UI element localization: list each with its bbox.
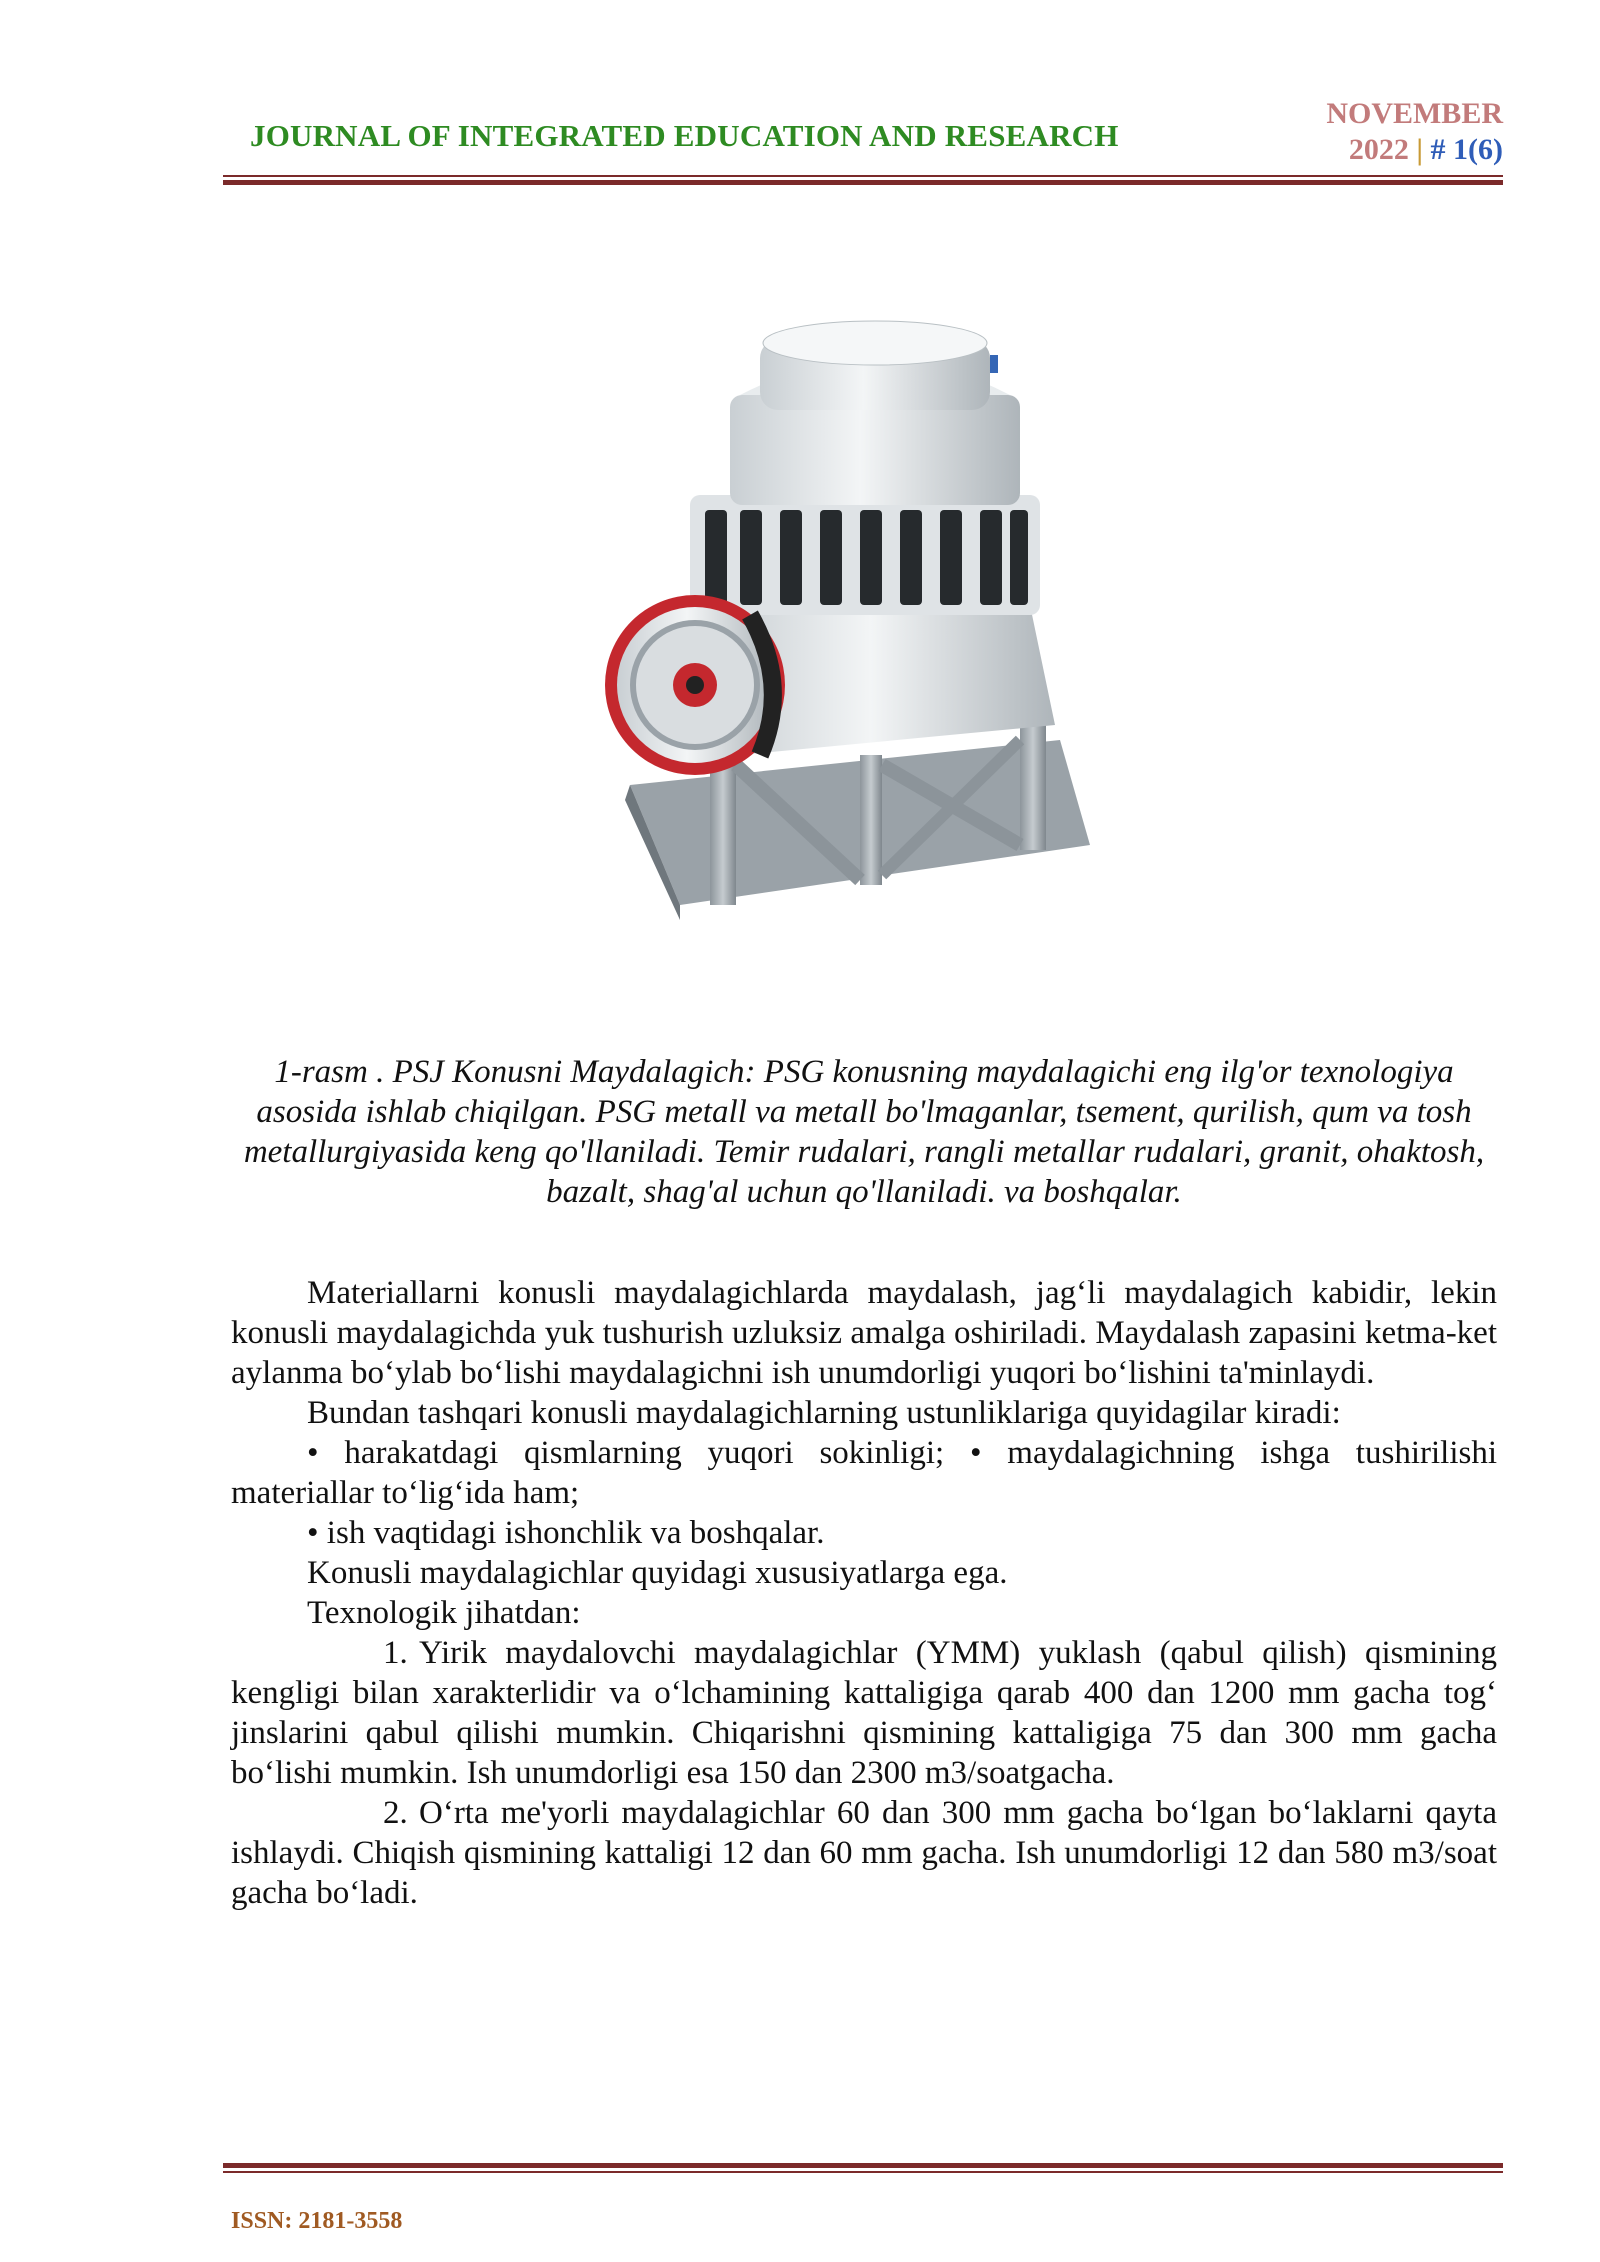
cone-crusher-figure (590, 285, 1120, 925)
journal-title: JOURNAL OF INTEGRATED EDUCATION AND RESEARCH (250, 118, 1119, 153)
issue-info (1326, 96, 1503, 168)
header-rule-thick (223, 180, 1503, 185)
issue-year: 2022 (1348, 133, 1409, 166)
list-item-number: 1. (383, 1635, 408, 1671)
paragraph: Bundan tashqari konusli maydalagichlarning ustunliklariga quyidagilar kiradi: (307, 1395, 1341, 1431)
list-item-text: O‘rta me'yorli maydalagichlar 60 dan 300 mm gacha bo‘lgan bo‘laklarni qayta ishlaydi. Chiqish qismining kattaligi 12 dan 60 mm gacha. Ish unumdorligi 12 dan 580 m3/soat gacha bo‘ladi. (231, 1795, 1497, 1911)
body-text (231, 1273, 1497, 1913)
paragraph: Texnologik jihatdan: (307, 1595, 581, 1631)
header-rule-thin (223, 175, 1503, 177)
issue-separator: | (1416, 133, 1424, 166)
paragraph: Materiallarni konusli maydalagichlarda maydalash, jag‘li maydalagich kabidir, lekin konusli maydalagichda yuk tushurish uzluksiz amalga oshiriladi. Maydalash zapasini ketma-ket aylanma bo‘ylab bo‘lishi maydalagichni ish unumdorligi yuqori bo‘lishini ta'minlaydi. (231, 1275, 1497, 1391)
list-item-text: Yirik maydalovchi maydalagichlar (YMM) yuklash (qabul qilish) qismining kengligi bilan xarakterlidir va o‘lchamining kattaligiga qarab 400 dan 1200 mm gacha tog‘ jinslarini qabul qilishi mumkin. Chiqarishni qismining kattaligiga 75 dan 300 mm gacha bo‘lishi mumkin. Ish unumdorligi esa 150 dan 2300 m3/soatgacha. (231, 1635, 1497, 1791)
paragraph: Konusli maydalagichlar quyidagi xususiyatlarga ega. (307, 1555, 1008, 1591)
list-item (231, 1793, 1497, 1913)
issue-month: NOVEMBER (1326, 97, 1503, 130)
list-item-number: 2. (383, 1795, 408, 1831)
issn: ISSN: 2181-3558 (231, 2208, 403, 2234)
figure-caption: 1-rasm . PSJ Konusni Maydalagich: PSG konusning maydalagichi eng ilg'or texnologiya asosida ishlab chiqilgan. PSG metall va metall bo'lmaganlar, tsement, qurilish, qum va tosh metallurgiyasida keng qo'llaniladi. Temir rudalari, rangli metallar rudalari, granit, ohaktosh, bazalt, shag'al uchun qo'llaniladi. va boshqalar. (243, 1054, 1485, 1210)
bullet-paragraph: • ish vaqtidagi ishonchlik va boshqalar. (307, 1515, 825, 1551)
bullet-paragraph: • harakatdagi qismlarning yuqori sokinligi; • maydalagichning ishga tushirilishi materiallar to‘lig‘ida ham; (231, 1435, 1497, 1511)
issue-number: # 1(6) (1430, 133, 1503, 166)
footer-rule-thick (223, 2163, 1503, 2168)
footer-rule-thin (223, 2171, 1503, 2173)
issue-line (1326, 132, 1503, 168)
list-item (231, 1633, 1497, 1793)
